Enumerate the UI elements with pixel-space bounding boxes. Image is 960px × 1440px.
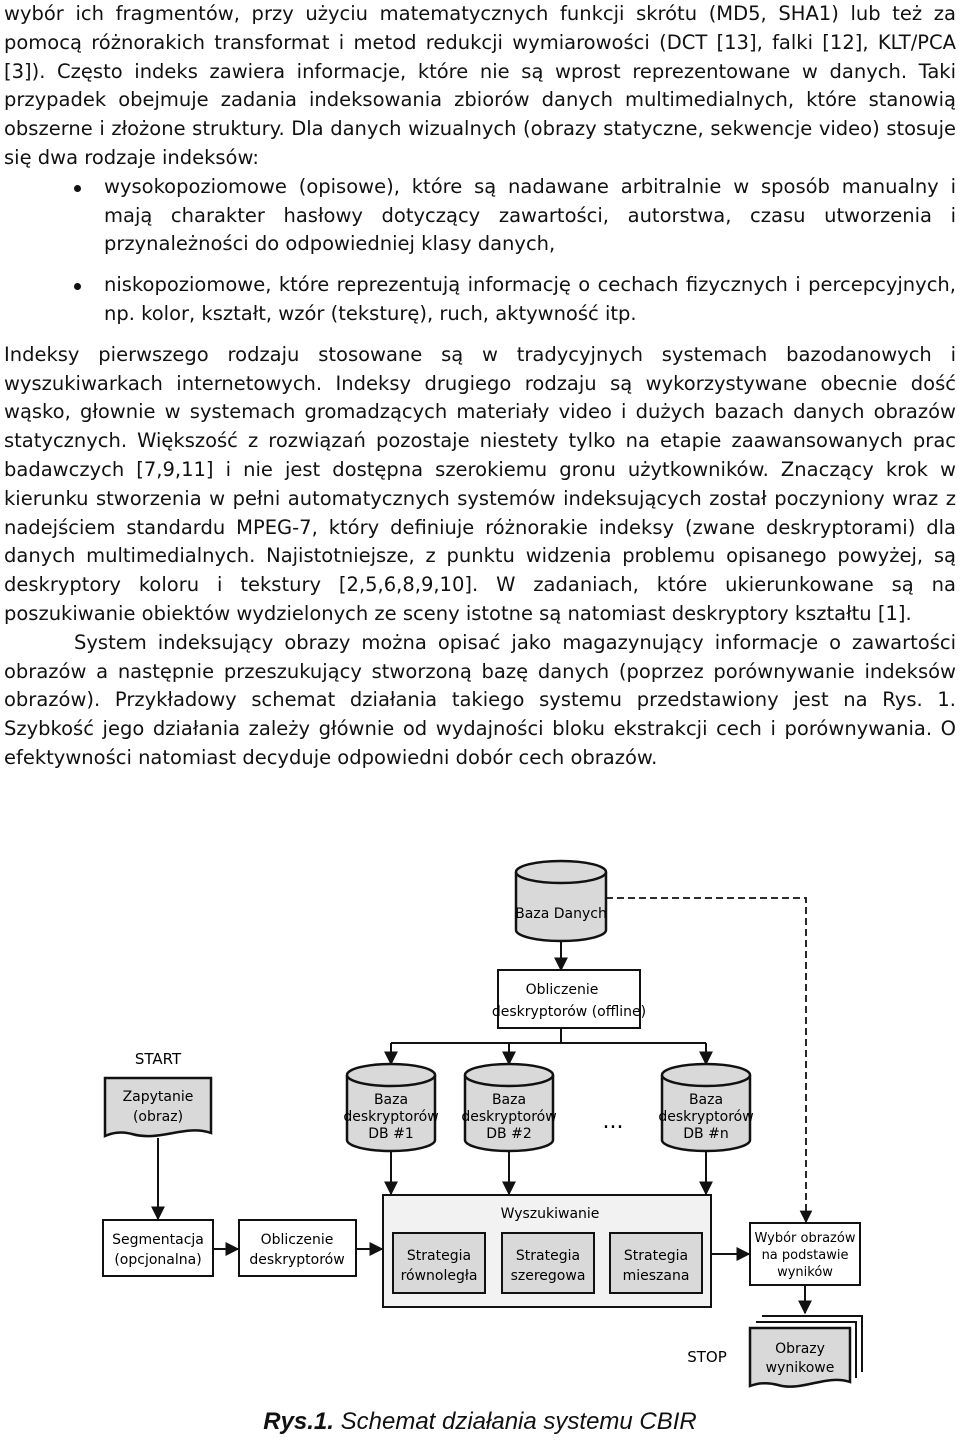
db-label: deskryptorów — [658, 1109, 754, 1125]
box-label: Segmentacja — [112, 1232, 204, 1248]
box-label: Wybór obrazów — [754, 1231, 856, 1246]
strategy-label: mieszana — [622, 1268, 690, 1284]
figure-caption — [0, 1408, 960, 1436]
result-label: wynikowe — [765, 1360, 835, 1376]
result-selection-box — [750, 1223, 860, 1285]
caption-label: Rys.1. — [263, 1408, 334, 1435]
strategy-label: szeregowa — [510, 1268, 586, 1284]
database-cylinder — [515, 861, 607, 941]
db-label: Baza — [373, 1092, 409, 1108]
strategy-mixed — [610, 1233, 702, 1293]
list-item — [4, 173, 956, 259]
db-label: deskryptorów — [461, 1109, 557, 1125]
descriptor-extraction-box — [239, 1220, 356, 1276]
box-label: deskryptorów (offline) — [491, 1004, 647, 1020]
search-module — [383, 1195, 711, 1307]
search-module-title: Wyszukiwanie — [500, 1206, 600, 1222]
box-label: Obliczenie — [260, 1232, 334, 1248]
db-label: DB #2 — [486, 1126, 532, 1142]
bullet-text: wysokopoziomowe (opisowe), które są nadawane arbitralnie w sposób manualny i mają charakter hasłowy dotyczący zawartości, autorstwa, czasu utworzenia i przynależności do odpowiedniej klasy danych, — [104, 174, 956, 256]
strategy-label: Strategia — [623, 1248, 689, 1264]
db-label: Baza — [491, 1092, 527, 1108]
db-label: DB #1 — [368, 1126, 414, 1142]
db-label: Baza — [688, 1092, 724, 1108]
descriptor-db-n — [658, 1064, 753, 1151]
result-images-documents — [750, 1316, 862, 1387]
offline-extraction-box — [492, 970, 646, 1028]
stop-label: STOP — [687, 1348, 727, 1366]
bullet-icon — [74, 185, 81, 192]
descriptor-db-1 — [343, 1064, 438, 1151]
db-label: deskryptorów — [343, 1109, 439, 1125]
descriptor-db-2 — [461, 1064, 556, 1151]
strategy-label: Strategia — [406, 1248, 472, 1264]
box-label: (opcjonalna) — [114, 1252, 202, 1268]
segmentation-box — [103, 1220, 213, 1276]
paragraph-2: Indeksy pierwszego rodzaju stosowane są w tradycyjnych systemach bazodanowych i wyszukiwarkach internetowych. Indeksy drugiego rodzaju są wykorzystywane obecnie dość wąsko, głownie w systemach gromadzących materiały video i dużych bazach danych obrazów statycznych. Większość z rozwiązań pozostaje niestety tylko na etapie zaawansowanych prac badawczych [7,9,11] i nie jest dostępna szerokiemu gronu użytkowników. Znaczący krok w kierunku stworzenia w pełni automatycznych systemów indeksujących został poczyniony wraz z nadejściem standardu MPEG-7, który definiuje różnorakie indeksy (zwane deskryptorami) dla danych multimedialnych. Najistotniejsze, z punktu widzenia problemu opisanego powyżej, są deskryptory koloru i tekstury [2,5,6,8,9,10]. W zadaniach, które ukierunkowane są na poszukiwanie obiektów wydzielonych ze sceny istotne są natomiast deskryptory kształtu [1]. — [4, 342, 956, 625]
cbir-diagram — [0, 850, 960, 1400]
query-label: Zapytanie — [122, 1089, 194, 1105]
strategy-label: Strategia — [515, 1248, 581, 1264]
box-label: deskryptorów — [249, 1252, 345, 1268]
list-item — [4, 271, 956, 329]
box-label: Obliczenie — [525, 982, 599, 998]
db-label: DB #n — [683, 1126, 729, 1142]
box-label: wyników — [777, 1265, 833, 1280]
bullet-icon — [74, 283, 81, 290]
strategy-serial — [502, 1233, 594, 1293]
paragraph-3: System indeksujący obrazy można opisać jako magazynujący informacje o zawartości obrazów a następnie przeszukujący stworzoną bazę danych (poprzez porównywanie indeksów obrazów). Przykładowy schemat działania takiego systemu przedstawiony jest na Rys. 1. Szybkość jego działania zależy głównie od wydajności bloku ekstrakcji cech i porównywania. O efektywności natomiast decyduje odpowiedni dobór cech obrazów. — [4, 630, 956, 769]
caption-text: Schemat działania systemu CBIR — [333, 1408, 697, 1435]
index-types-list — [4, 173, 956, 329]
database-label: Baza Danych — [515, 906, 607, 922]
strategy-label: równoległa — [400, 1268, 478, 1284]
more-databases-ellipsis: ... — [602, 1109, 624, 1134]
query-image-document — [105, 1078, 211, 1136]
paragraph-1: wybór ich fragmentów, przy użyciu matematycznych funkcji skrótu (MD5, SHA1) lub też za pomocą różnorakich transformat i metod redukcji wymiarowości (DCT [13], falki [12], KLT/PCA [3]). Często indeks zawiera informacje, które nie są wprost reprezentowane w danych. Taki przypadek obejmuje zadania indeksowania zbiorów danych multimedialnych, które stanowią obszerne i złożone struktury. Dla danych wizualnych (obrazy statyczne, sekwencje video) stosuje się dwa rodzaje indeksów: — [4, 2, 956, 169]
query-label: (obraz) — [132, 1109, 184, 1125]
body-text — [4, 0, 956, 773]
strategy-parallel — [393, 1233, 485, 1293]
start-label: START — [134, 1050, 182, 1068]
result-label: Obrazy — [775, 1341, 825, 1357]
box-label: na podstawie — [761, 1248, 849, 1263]
bullet-text: niskopoziomowe, które reprezentują informację o cechach fizycznych i percepcyjnych, np. kolor, kształt, wzór (teksturę), ruch, aktywność itp. — [104, 273, 956, 325]
